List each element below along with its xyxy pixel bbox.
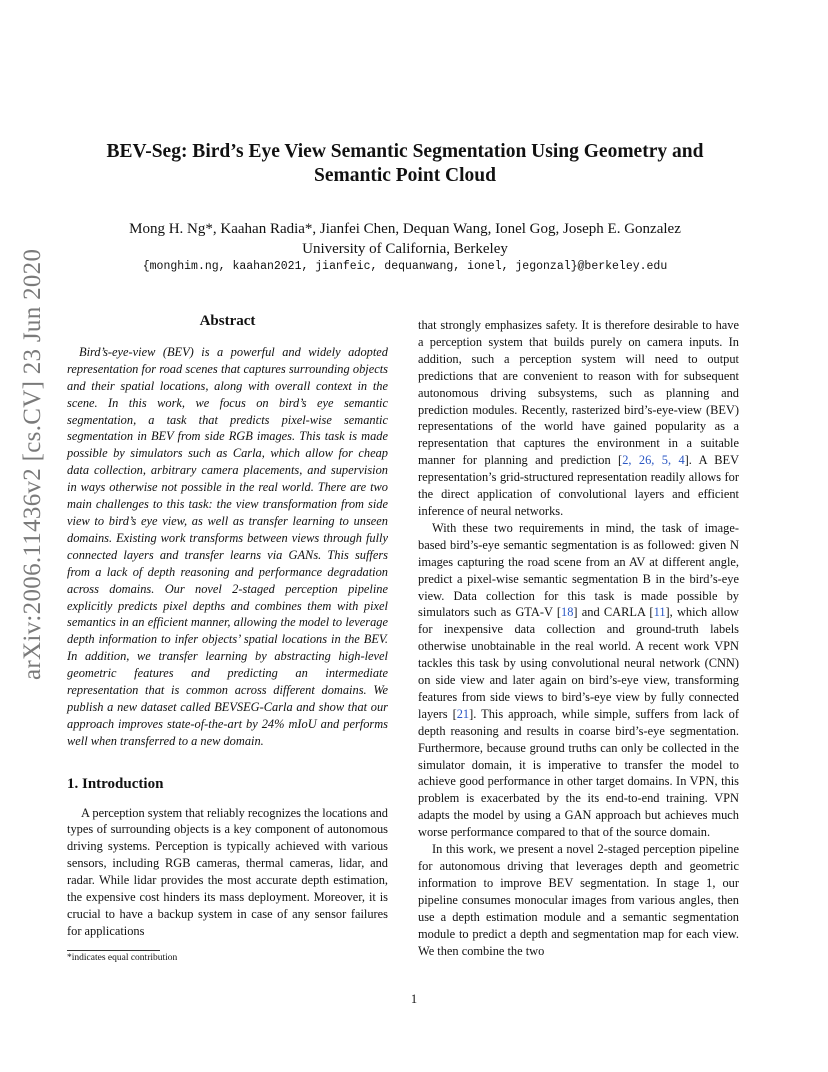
intro-paragraph-2: With these two requirements in mind, the task of image-based bird’s-eye semantic segmentation is as followed: given N images capturing the road scene from an AV at different angle, predict a pixel-wise semantic segmentation B in the bird’s-eye view. Data collection for this task is made possible by simulators such as GTA-V [18] and CARLA [11], which allow for inexpensive data collection and ground-truth labels otherwise unobtainable in the real world. A recent work VPN tackles this task by using convolutional neural network (CNN) on side view and later again on bird’s-eye view, transforming features from side views to bird’s-eye view by fully connected layers [21]. This approach, while simple, suffers from lack of depth reasoning and results in coarse bird’s-eye segmentation. Furthermore, because ground truths can only be collected in the simulator domain, it is imperative to transfer the model to achieve good performance in other target domains. In VPN, this problem is exacerbated by the its end-to-end training. VPN adapts the model by using a GAN approach but achieves much worse performance compared to that of the source domain. [418, 520, 740, 840]
title-line-2: Semantic Point Cloud [313, 165, 496, 186]
intro-paragraph-3: In this work, we present a novel 2-staged perception pipeline for autonomous driving that leverages depth and geometric information to improve BEV segmentation. In stage 1, our pipeline consumes monocular images from various angles, then use a depth estimation module and a semantic segmentation module to predict a depth and segmentation map for each view. We then combine the two [418, 842, 739, 958]
footnote: *indicates equal contribution [67, 953, 178, 963]
right-column [418, 317, 739, 959]
left-column [67, 313, 388, 940]
footnote-rule [67, 950, 160, 951]
author-block [60, 219, 750, 259]
title-line-1: BEV-Seg: Bird’s Eye View Semantic Segmentation Using Geometry and [106, 141, 704, 162]
intro-paragraph-1: A perception system that reliably recognizes the locations and types of surrounding objects is a key component of autonomous driving systems. Perception is typically achieved with various sensors, including RGB cameras, thermal cameras, lidar, and radar. While lidar provides the most accurate depth estimation, the expensive cost hinders its mass deployment. Moreover, it is crucial to have a backup system in case of any sensor failures for applications [67, 805, 388, 938]
arxiv-sidebar-stamp: arXiv:2006.11436v2 [cs.CV] 23 Jun 2020 [19, 248, 46, 680]
abstract-heading: Abstract [199, 313, 256, 329]
citation-link[interactable]: 18 [561, 605, 574, 620]
citation-link[interactable]: 2, 26, 5, 4 [622, 453, 685, 468]
citation-link[interactable]: 21 [456, 706, 470, 721]
section-heading-introduction: 1. Introduction [67, 775, 164, 792]
affiliation: University of California, Berkeley [302, 241, 508, 257]
abstract-text: Bird’s-eye-view (BEV) is a powerful and widely adopted representation for road scenes that captures surrounding objects and their spatial locations, along with overall context in the scene. In this work, we focus on bird’s eye semantic segmentation, a task that predicts pixel-wise semantic segmentation in BEV from side RGB images. This task is made possible by simulators such as Carla, which allow for cheap data collection, arbitrary camera placements, and supervision in ways otherwise not possible in the real world. There are two main challenges to this task: the view transformation from side view to bird’s eye view, as well as transfer learning to unseen domains. Existing work transforms between views through fully connected layers and transfer learns via GANs. This suffers from a lack of depth reasoning and performance degradation across domains. Our novel 2-staged perception pipeline explicitly predicts pixel depths and combines them with pixel semantics in an efficient manner, allowing the model to leverage depth information to infer objects’ spatial locations in the BEV. In addition, we transfer learning by abstracting high-level geometric features and predicting an intermediate representation that is common across different domains. We publish a new dataset called BEVSEG-Carla and show that our approach improves state-of-the-art by 24% mIoU and performs well when transferred to a new domain. [67, 344, 388, 748]
author-list: Mong H. Ng*, Kaahan Radia*, Jianfei Chen, Dequan Wang, Ionel Gog, Joseph E. Gonzalez [129, 221, 681, 237]
page-number: 1 [410, 992, 418, 1006]
intro-paragraph-1-continued: that strongly emphasizes safety. It is therefore desirable to have a perception system that builds purely on camera inputs. In addition, such a perception system will need to output predictions that are convenient to reason with for subsequent autonomous driving subsystems, such as planning and prediction modules. Recently, rasterized bird’s-eye-view (BEV) representations of the world have gained popularity as a representation that captures the environment in a suitable manner for planning and prediction [2, 26, 5, 4]. A BEV representation’s grid-structured representation readily allows for the direct application of convolutional layers and efficient inference of neural networks. [418, 318, 740, 518]
citation-link[interactable]: 11 [653, 605, 666, 620]
paper-title [90, 140, 720, 188]
author-emails: {monghim.ng, kaahan2021, jianfeic, dequanwang, ionel, jegonzal}@berkeley.edu [142, 260, 668, 273]
